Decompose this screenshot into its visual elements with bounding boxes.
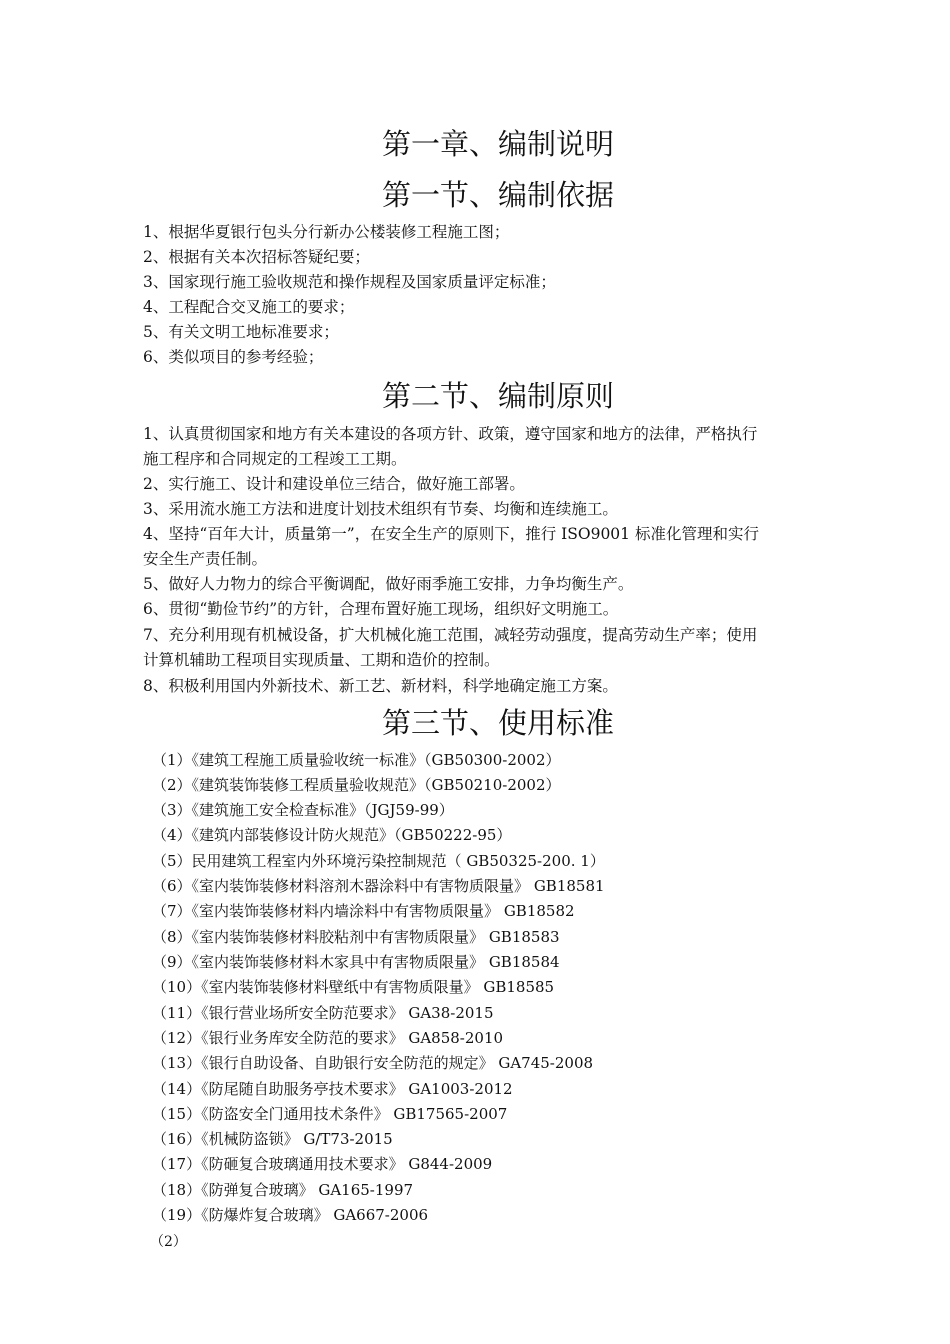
section-2-line-10: 计算机辅助工程项目实现质量、工期和造价的控制。 [143,651,500,669]
standard-item-11: （11）《银行营业场所安全防范要求》 GA38-2015 [152,1004,494,1022]
section-2-line-1: 1、认真贯彻国家和地方有关本建设的各项方针、政策，遵守国家和地方的法律，严格执行 [143,425,758,443]
standard-item-14: （14）《防尾随自助服务亭技术要求》 GA1003-2012 [152,1080,513,1098]
standard-item-6: （6）《室内装饰装修材料溶剂木器涂料中有害物质限量》 GB18581 [152,877,605,895]
section-1-line-1: 1、根据华夏银行包头分行新办公楼装修工程施工图； [143,223,510,241]
standard-item-15: （15）《防盗安全门通用技术条件》 GB17565-2007 [152,1105,508,1123]
chapter-title: 第一章、编制说明 [381,127,614,161]
section-2-line-8: 6、贯彻“勤俭节约”的方针，合理布置好施工现场，组织好文明施工。 [143,600,619,618]
standard-item-16: （16）《机械防盗锁》 G/T73-2015 [152,1130,393,1148]
standard-item-2: （2）《建筑装饰装修工程质量验收规范》（GB50210-2002） [152,776,561,794]
section-1-title: 第一节、编制依据 [381,178,614,212]
standard-item-13: （13）《银行自助设备、自助银行安全防范的规定》 GA745-2008 [152,1054,594,1072]
standard-item-19: （19）《防爆炸复合玻璃》 GA667-2006 [152,1206,429,1224]
section-2-line-5: 4、坚持“百年大计，质量第一”，在安全生产的原则下，推行 ISO9001 标准化管理和实行 [143,525,759,543]
standard-item-8: （8）《室内装饰装修材料胶粘剂中有害物质限量》 GB18583 [152,928,560,946]
section-1-line-5: 5、有关文明工地标准要求； [143,323,339,341]
standard-item-9: （9）《室内装饰装修材料木家具中有害物质限量》 GB18584 [152,953,560,971]
section-1-line-2: 2、根据有关本次招标答疑纪要； [143,248,370,266]
standard-item-18: （18）《防弹复合玻璃》 GA165-1997 [152,1181,414,1199]
section-2-line-9: 7、充分利用现有机械设备，扩大机械化施工范围，减轻劳动强度，提高劳动生产率；使用 [143,626,758,644]
section-1-line-4: 4、工程配合交叉施工的要求； [143,298,355,316]
section-2-line-11: 8、积极利用国内外新技术、新工艺、新材料，科学地确定施工方案。 [143,677,618,695]
section-2-line-3: 2、实行施工、设计和建设单位三结合，做好施工部署。 [143,475,525,493]
standard-item-12: （12）《银行业务库安全防范的要求》 GA858-2010 [152,1029,504,1047]
standard-item-1: （1）《建筑工程施工质量验收统一标准》（GB50300-2002） [152,751,561,769]
standard-item-3: （3）《建筑施工安全检查标准》（JGJ59-99） [152,801,454,819]
standard-item-7: （7）《室内装饰装修材料内墙涂料中有害物质限量》 GB18582 [152,902,575,920]
standard-item-5: （5）民用建筑工程室内外环境污染控制规范（ GB50325-200. 1） [152,852,605,870]
standard-item-10: （10）《室内装饰装修材料壁纸中有害物质限量》 GB18585 [152,978,555,996]
section-2-line-7: 5、做好人力物力的综合平衡调配，做好雨季施工安排，力争均衡生产。 [143,575,634,593]
section-2-line-4: 3、采用流水施工方法和进度计划技术组织有节奏、均衡和连续施工。 [143,500,618,518]
standard-item-4: （4）《建筑内部装修设计防火规范》（GB50222-95） [152,826,512,844]
section-2-line-2: 施工程序和合同规定的工程竣工工期。 [143,450,407,468]
page-number: （2） [150,1234,187,1250]
section-1-line-3: 3、国家现行施工验收规范和操作规程及国家质量评定标准； [143,273,556,291]
section-3-title: 第三节、使用标准 [381,706,614,740]
section-2-line-6: 安全生产责任制。 [143,550,268,568]
section-2-title: 第二节、编制原则 [381,379,614,413]
section-1-line-6: 6、类似项目的参考经验； [143,348,324,366]
standard-item-17: （17）《防砸复合玻璃通用技术要求》 G844-2009 [152,1155,493,1173]
